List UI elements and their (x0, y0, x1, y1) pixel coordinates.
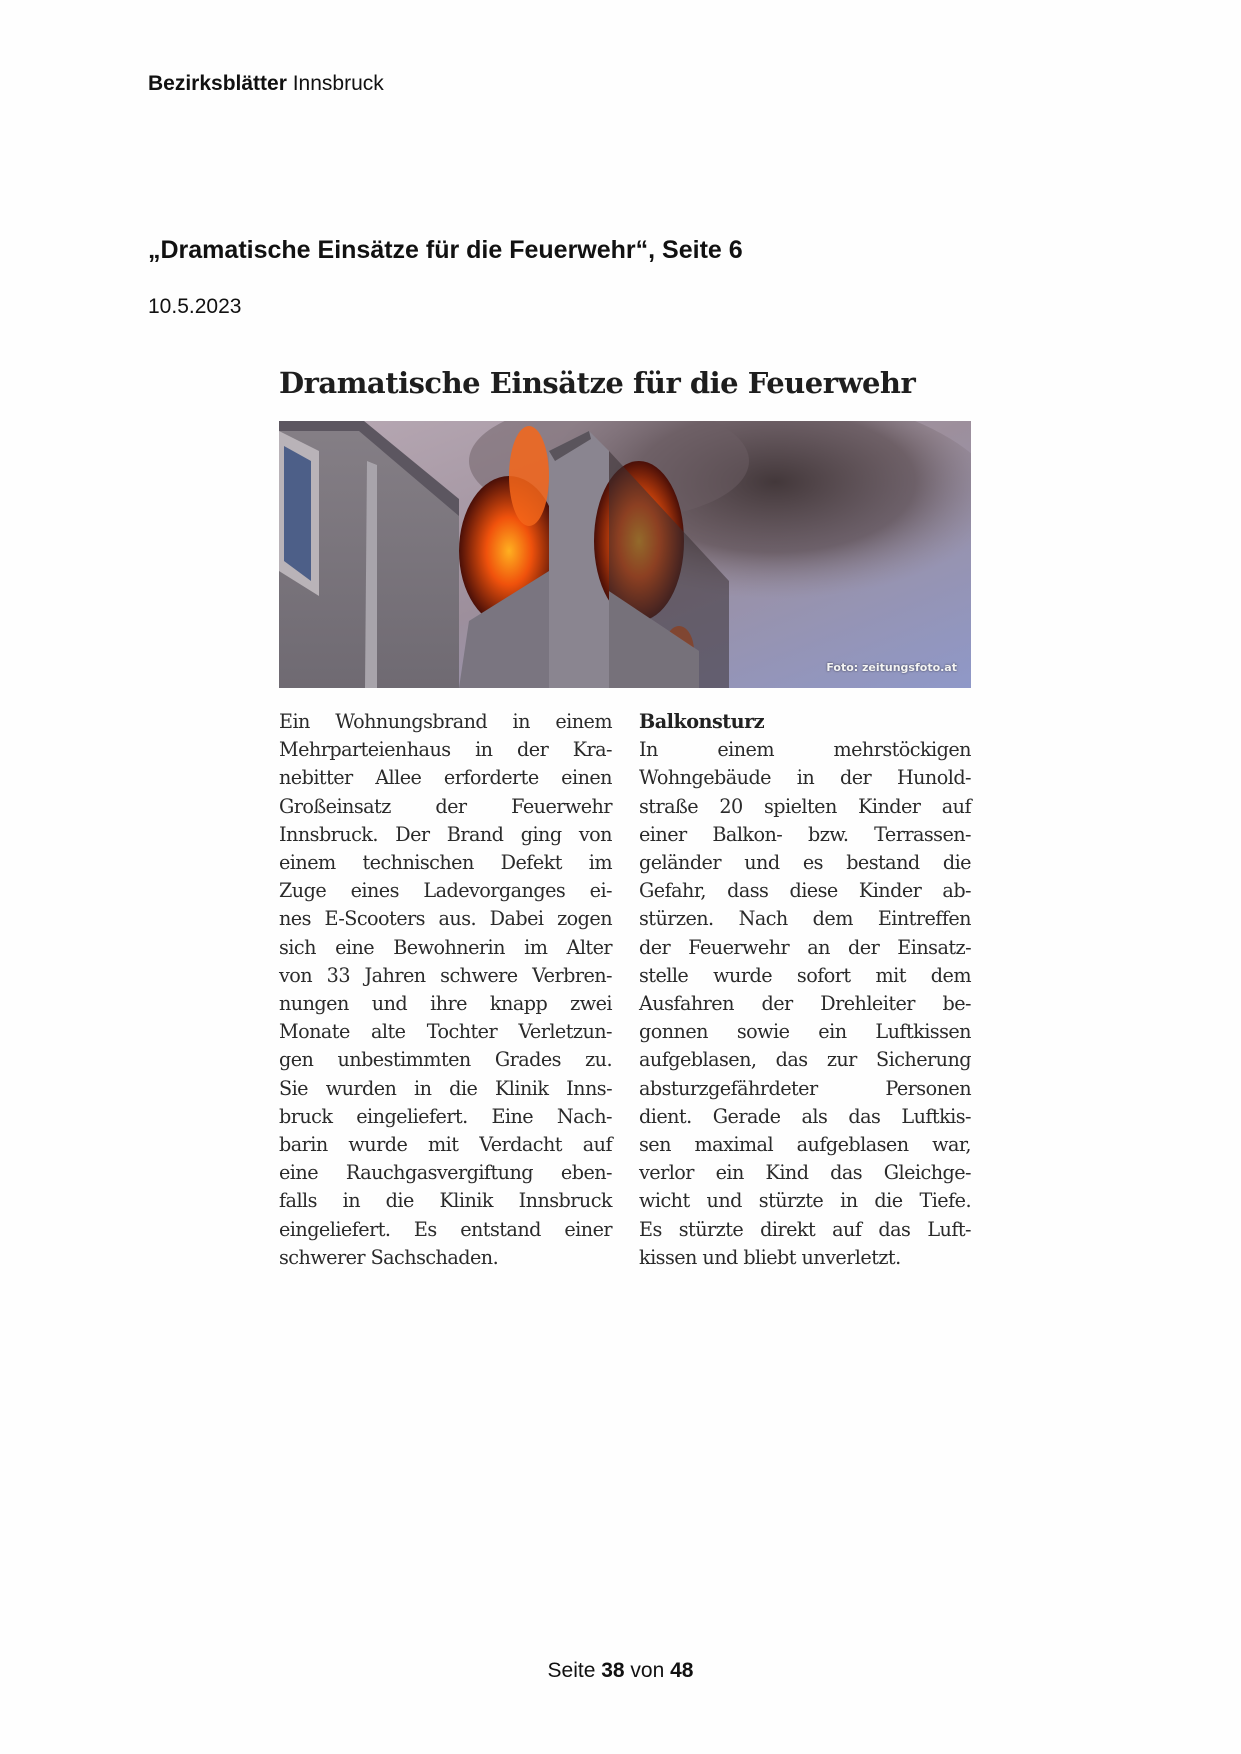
body-line: Es stürzte direkt auf das Luft- (639, 1217, 971, 1241)
body-line: Zuge eines Ladevorganges ei- (279, 879, 612, 903)
body-line: wicht und stürzte in die Tiefe. (639, 1189, 971, 1213)
body-line: eingeliefert. Es entstand einer (279, 1217, 612, 1241)
body-line: Sie wurden in die Klinik Inns- (279, 1076, 612, 1100)
body-line: falls in die Klinik Innsbruck (279, 1189, 612, 1213)
total-page-count: 48 (670, 1659, 694, 1682)
body-line: Innsbruck. Der Brand ging von (279, 822, 612, 846)
article-clipping (279, 360, 971, 1269)
body-line: Gefahr, dass diese Kinder ab- (639, 879, 971, 903)
article-headline: Dramatische Einsätze für die Feuerwehr (279, 366, 916, 400)
fire-photo-image (279, 421, 971, 688)
body-line: einer Balkon- bzw. Terrassen- (639, 822, 971, 846)
body-line: Mehrparteienhaus in der Kra- (279, 738, 612, 762)
body-line: stürzen. Nach dem Eintreffen (639, 907, 971, 931)
page-footer (0, 1659, 1241, 1683)
publication-region: Innsbruck (286, 72, 384, 95)
clipping-title: „Dramatische Einsätze für die Feuerwehr“, Seite 6 (148, 236, 743, 264)
body-line: Monate alte Tochter Verletzun- (279, 1020, 612, 1044)
body-line: nungen und ihre knapp zwei (279, 992, 612, 1016)
body-line: straße 20 spielten Kinder auf (639, 794, 971, 818)
body-line: barin wurde mit Verdacht auf (279, 1133, 612, 1157)
page-label-middle: von (624, 1659, 671, 1682)
body-line: In einem mehrstöckigen (639, 738, 971, 762)
publication-header (148, 72, 384, 96)
body-line: Großeinsatz der Feuerwehr (279, 794, 612, 818)
body-line: geländer und es bestand die (639, 851, 971, 875)
article-body (279, 708, 971, 1272)
section-subheading: Balkonsturz (639, 710, 765, 733)
body-line: Wohngebäude in der Hunold- (639, 766, 971, 790)
page-label-prefix: Seite (547, 1659, 602, 1682)
article-photo (279, 421, 971, 688)
body-line: bruck eingeliefert. Eine Nach- (279, 1104, 612, 1128)
article-right-column (639, 708, 971, 1272)
body-line: Ausfahren der Drehleiter be- (639, 992, 971, 1016)
publication-brand: Bezirksblätter (148, 72, 287, 95)
body-line: stelle wurde sofort mit dem (639, 963, 971, 987)
body-line: absturzgefährdeter Personen (639, 1076, 971, 1100)
body-line: nebitter Allee erforderte einen (279, 766, 612, 790)
body-line: der Feuerwehr an der Einsatz- (639, 935, 971, 959)
body-line: von 33 Jahren schwere Verbren- (279, 963, 612, 987)
body-line: kissen und bliebt unverletzt. (639, 1245, 901, 1269)
body-line: Ein Wohnungsbrand in einem (279, 710, 612, 733)
body-line: sen maximal aufgeblasen war, (639, 1133, 971, 1157)
photo-credit: Foto: zeitungsfoto.at (826, 661, 957, 674)
body-line: eine Rauchgasvergiftung eben- (279, 1161, 612, 1185)
body-line: einem technischen Defekt im (279, 851, 612, 875)
body-line: dient. Gerade als das Luftkis- (639, 1104, 971, 1128)
body-line: verlor ein Kind das Gleichge- (639, 1161, 971, 1185)
article-left-column (279, 708, 612, 1272)
body-line: nes E-Scooters aus. Dabei zogen (279, 907, 612, 931)
body-line: sich eine Bewohnerin im Alter (279, 935, 612, 959)
body-line: gen unbestimmten Grades zu. (279, 1048, 612, 1072)
clipping-date: 10.5.2023 (148, 295, 242, 318)
body-line: gonnen sowie ein Luftkissen (639, 1020, 971, 1044)
body-line: aufgeblasen, das zur Sicherung (639, 1048, 971, 1072)
current-page-number: 38 (601, 1659, 625, 1682)
body-line: schwerer Sachschaden. (279, 1245, 499, 1269)
